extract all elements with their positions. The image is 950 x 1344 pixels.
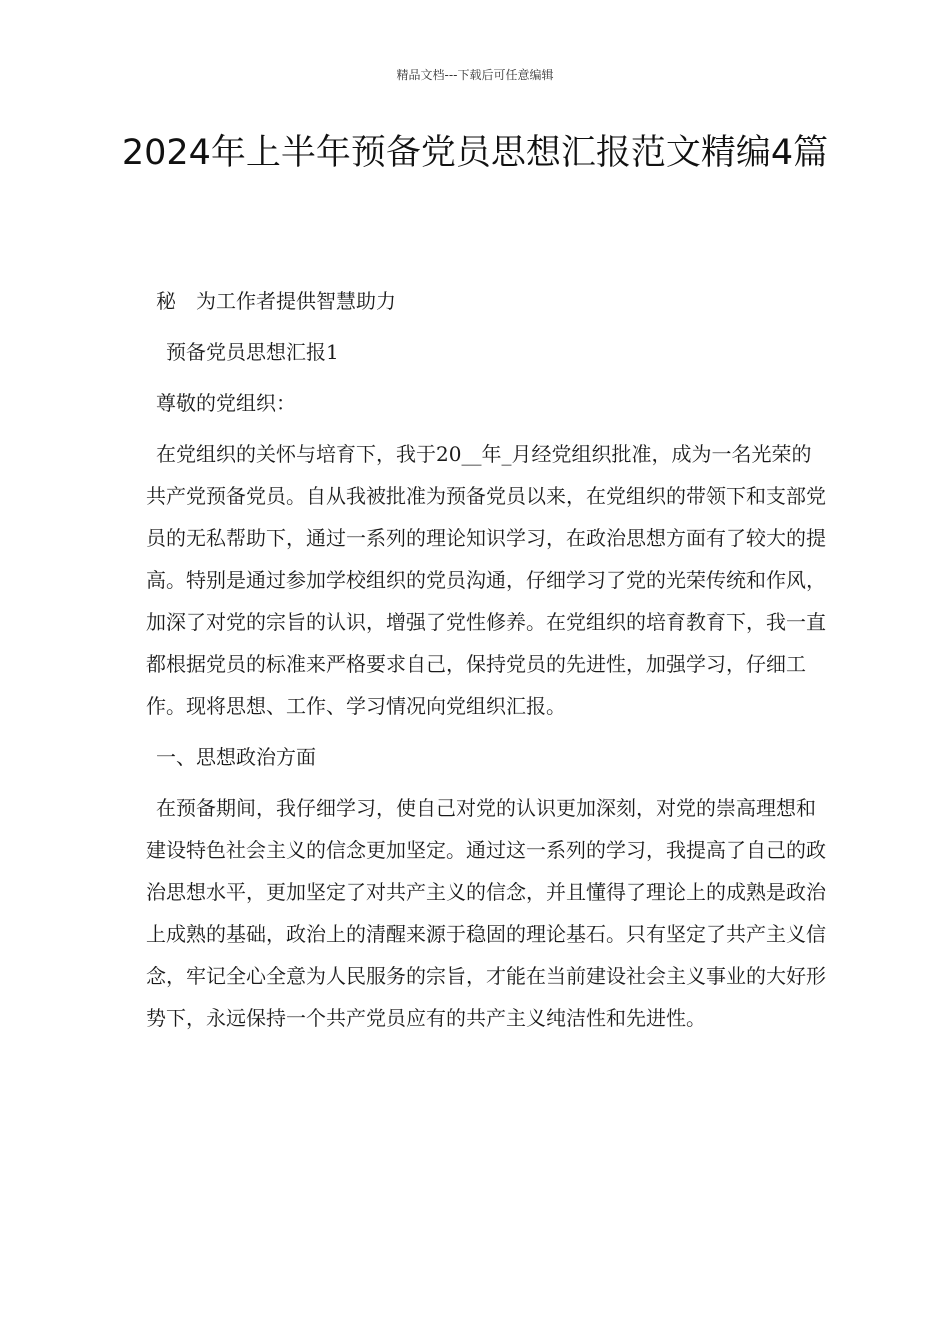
tagline: 秘 为工作者提供智慧助力 — [156, 289, 396, 313]
header-note: 精品文档---下载后可任意编辑 — [396, 68, 554, 82]
section-title: 预备党员思想汇报1 — [166, 340, 339, 364]
paragraph-2: 在预备期间，我仔细学习，使自己对党的认识更加深刻，对党的崇高理想和建设特色社会主义的信念更加坚定。通过这一系列的学习，我提高了自己的政治思想水平，更加坚定了对共产主义的信念，并且懂得了理论上的成熟是政治上成熟的基础，政治上的清醒来源于稳固的理论基石。只有坚定了共产主义信念，牢记全心全意为人民服务的宗旨，才能在当前建设社会主义事业的大好形势下，永远保持一个共产党员应有的共产主义纯洁性和先进性。 — [146, 796, 826, 1030]
heading-political: 一、思想政治方面 — [156, 745, 316, 769]
document-body — [146, 280, 826, 1048]
document-title: 2024年上半年预备党员思想汇报范文精编4篇 — [121, 133, 829, 173]
salutation: 尊敬的党组织： — [156, 391, 296, 415]
paragraph-1: 在党组织的关怀与培育下，我于20__年_月经党组织批准，成为一名光荣的共产党预备党员。自从我被批准为预备党员以来，在党组织的带领下和支部党员的无私帮助下，通过一系列的理论知识学习，在政治思想方面有了较大的提高。特别是通过参加学校组织的党员沟通，仔细学习了党的光荣传统和作风，加深了对党的宗旨的认识，增强了党性修养。在党组织的培育教育下，我一直都根据党员的标准来严格要求自己，保持党员的先进性，加强学习，仔细工作。现将思想、工作、学习情况向党组织汇报。 — [146, 442, 826, 718]
